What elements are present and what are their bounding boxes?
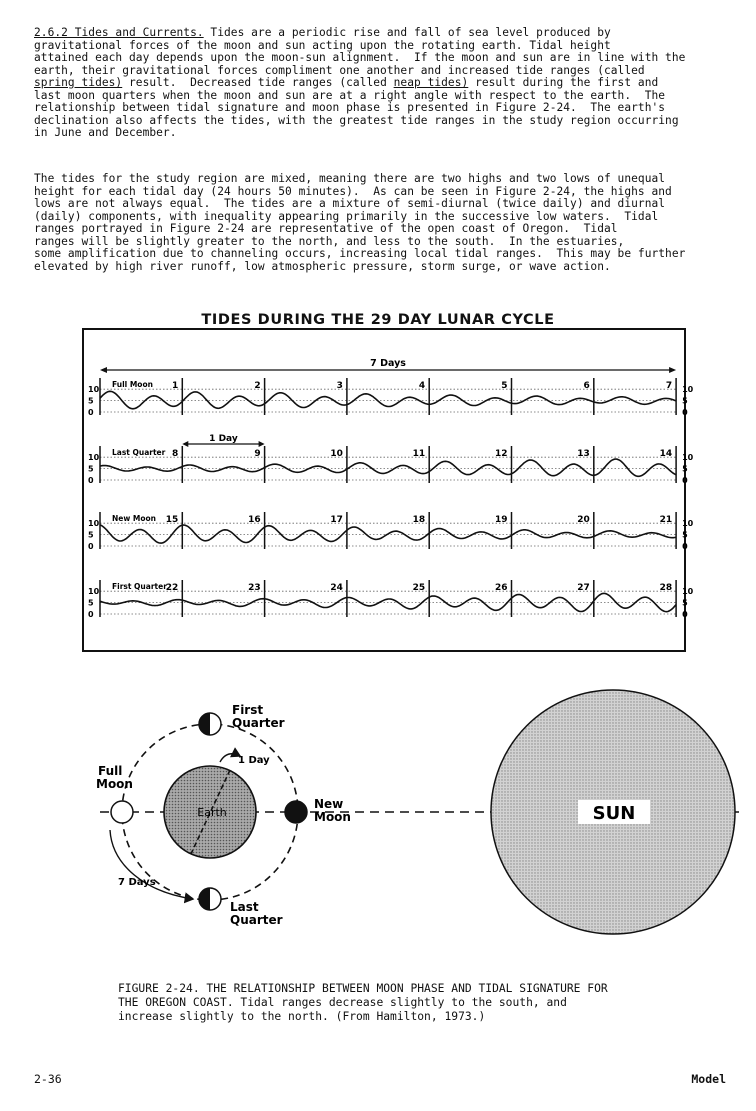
full-moon-label-1: Full	[98, 764, 123, 778]
span-1-day-label: 1 Day	[209, 434, 238, 444]
day-label: 2	[254, 381, 261, 391]
paragraph-tides-and-currents	[34, 27, 724, 140]
tide-curve	[100, 459, 676, 476]
day-label: 21	[659, 515, 673, 525]
last-quarter-moon	[199, 888, 221, 910]
day-label: 4	[418, 381, 426, 391]
paragraph-text: ranges will be slightly greater to the north, and less to the south. In the estuaries,	[34, 234, 625, 248]
y-tick-label: 0	[88, 476, 94, 485]
term-neap-tides: neap tides)	[393, 76, 469, 89]
y-tick-label: 0	[682, 476, 688, 485]
day-label: 15	[165, 515, 179, 525]
y-tick-label: 10	[88, 519, 100, 529]
paragraph-text: attained each day depends upon the moon-sun alignment. If the moon and sun are in line with the	[34, 51, 686, 64]
day-label: 12	[494, 449, 508, 459]
day-label: 7	[665, 381, 673, 391]
term-spring-tides: spring tides)	[34, 76, 123, 89]
day-label: 17	[330, 515, 343, 525]
seven-days-label: 7 Days	[118, 877, 156, 888]
y-tick-label: 10	[682, 385, 694, 395]
paragraph-text: earth, their gravitational forces compliment one another and increased tide ranges (called	[34, 63, 645, 77]
earth-label: Earth	[197, 806, 227, 819]
y-tick-label: 10	[88, 453, 100, 463]
paragraph-text: in June and December.	[34, 126, 177, 139]
paragraph-text: declination also affects the tides, with the greatest tide ranges in the study region occurring	[34, 113, 679, 127]
section-heading: 2.6.2 Tides and Currents.	[34, 26, 204, 39]
day-label: 14	[659, 449, 673, 459]
day-label: 19	[494, 515, 508, 525]
new-moon-label-2: Moon	[314, 810, 351, 824]
span-1-day-arrowhead-left	[182, 441, 188, 447]
span-7-days-arrowhead-left	[100, 367, 107, 373]
day-label: 28	[659, 583, 673, 593]
full-moon-label-2: Moon	[96, 777, 133, 791]
span-1-day-arrowhead-right	[259, 441, 265, 447]
day-label: 26	[494, 583, 508, 593]
paragraph-text: elevated by high river runoff, low atmospheric pressure, storm surge, or wave action.	[34, 259, 611, 273]
paragraph-mixed-tides	[34, 173, 724, 273]
moon-phase-diagram	[0, 680, 756, 940]
full-moon	[111, 801, 133, 823]
page-footer-label: Model	[691, 1072, 726, 1086]
y-tick-label: 5	[88, 396, 94, 406]
y-tick-label: 5	[682, 530, 688, 540]
y-tick-label: 0	[682, 610, 688, 619]
new-moon-label-1: New	[314, 797, 344, 811]
phase-label: New Moon	[112, 514, 157, 523]
paragraph-text: result. Decreased tide ranges (called	[122, 76, 394, 89]
figure-caption	[118, 982, 678, 1024]
first-quarter-moon	[199, 713, 221, 735]
y-tick-label: 10	[88, 385, 100, 395]
y-tick-label: 5	[88, 598, 94, 608]
paragraph-line	[34, 261, 724, 274]
y-tick-label: 0	[88, 610, 94, 619]
first-quarter-label-1: First	[232, 703, 264, 717]
phase-label: Last Quarter	[112, 448, 166, 457]
sun-label: SUN	[592, 803, 636, 824]
day-label: 11	[412, 449, 426, 459]
paragraph-text: height for each tidal day (24 hours 50 minutes). As can be seen in Figure 2-24, the highs and	[34, 184, 672, 198]
paragraph-text: some amplification due to channeling occurs, increasing local tidal ranges. This may be further	[34, 247, 686, 260]
day-label: 20	[577, 515, 590, 525]
y-tick-label: 5	[682, 598, 688, 608]
phase-label: Full Moon	[112, 380, 153, 389]
day-label: 27	[577, 583, 590, 593]
y-tick-label: 10	[88, 587, 100, 597]
phase-label: First Quarter	[112, 582, 167, 591]
day-label: 5	[501, 381, 508, 391]
last-quarter-label-1: Last	[230, 900, 259, 914]
one-day-label: 1 Day	[238, 755, 270, 766]
y-tick-label: 0	[88, 542, 94, 551]
day-label: 8	[172, 449, 179, 459]
chart-title: TIDES DURING THE 29 DAY LUNAR CYCLE	[201, 312, 555, 328]
paragraph-text: (daily) components, with inequality appearing primarily in the successive low waters. Tidal	[34, 209, 659, 223]
caption-line: increase slightly to the north. (From Hamilton, 1973.)	[118, 1010, 486, 1023]
paragraph-text: result during the first and	[468, 76, 659, 89]
span-7-days-label: 7 Days	[370, 358, 406, 369]
day-label: 10	[330, 449, 343, 459]
day-label: 3	[336, 381, 343, 391]
one-day-arrow	[220, 754, 240, 762]
y-tick-label: 10	[682, 587, 694, 597]
y-tick-label: 5	[682, 464, 688, 474]
paragraph-text: relationship between tidal signature and moon phase is presented in Figure 2-24. The earth's	[34, 101, 666, 114]
y-tick-label: 5	[682, 396, 688, 406]
tide-curve	[100, 391, 676, 409]
day-label: 13	[577, 449, 590, 459]
first-quarter-label-2: Quarter	[232, 716, 285, 730]
y-tick-label: 10	[682, 453, 694, 463]
paragraph-line	[34, 127, 724, 140]
new-moon	[285, 801, 307, 823]
y-tick-label: 0	[88, 408, 94, 417]
last-quarter-label-2: Quarter	[230, 913, 283, 927]
paragraph-text: gravitational forces of the moon and sun acting upon the rotating earth. Tidal height	[34, 38, 611, 52]
day-label: 25	[412, 583, 426, 593]
y-tick-label: 5	[88, 530, 94, 540]
day-label: 16	[248, 515, 261, 525]
paragraph-text: last moon quarters when the moon and sun are at a right angle with respect to the earth. The	[34, 88, 666, 102]
paragraph-text: ranges portrayed in Figure 2-24 are representative of the open coast of Oregon. Tidal	[34, 222, 618, 235]
tide-chart	[82, 328, 694, 652]
span-7-days-arrowhead-right	[669, 367, 676, 373]
day-label: 22	[165, 583, 179, 593]
caption-line: FIGURE 2-24. THE RELATIONSHIP BETWEEN MOON PHASE AND TIDAL SIGNATURE FOR	[118, 982, 608, 995]
day-label: 1	[172, 381, 179, 391]
caption-line: THE OREGON COAST. Tidal ranges decrease slightly to the south, and	[118, 996, 567, 1009]
day-label: 6	[583, 381, 590, 391]
y-tick-label: 10	[682, 519, 694, 529]
day-label: 24	[330, 583, 343, 593]
paragraph-text: The tides for the study region are mixed, meaning there are two highs and two lows of unequal	[34, 172, 666, 185]
y-tick-label: 5	[88, 464, 94, 474]
day-label: 18	[412, 515, 426, 525]
paragraph-text: lows are not always equal. The tides are a mixture of semi-diurnal (twice daily) and diurnal	[34, 197, 666, 210]
paragraph-text: Tides are a periodic rise and fall of sea level produced by	[203, 26, 611, 39]
page-number: 2-36	[34, 1072, 62, 1086]
day-label: 23	[248, 583, 261, 593]
day-label: 9	[254, 449, 261, 459]
y-tick-label: 0	[682, 408, 688, 417]
y-tick-label: 0	[682, 542, 688, 551]
tide-curve	[100, 525, 676, 543]
